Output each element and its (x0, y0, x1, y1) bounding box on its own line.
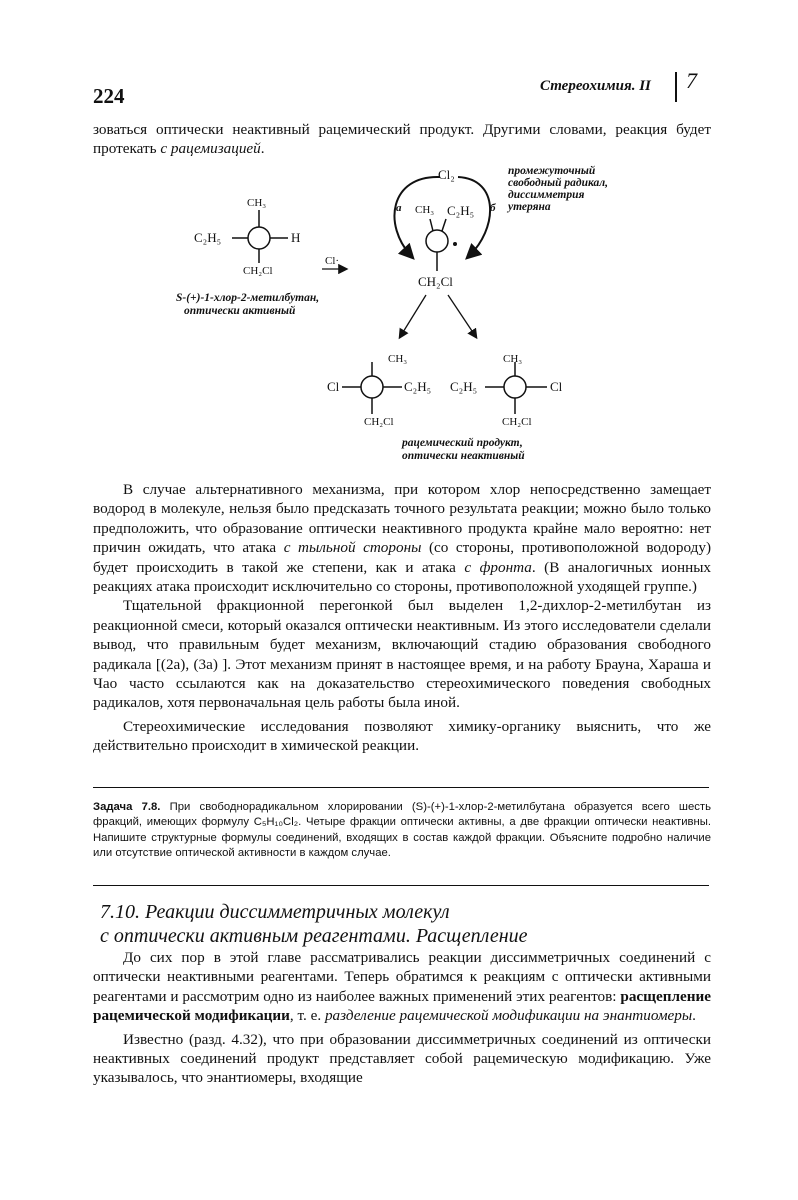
problem-7-8 (93, 800, 711, 862)
product2-right-group: Cl (550, 379, 563, 394)
intro-emphasis: с рацемизацией (160, 140, 261, 158)
sp1-part-a: До сих пор в этой главе рассматривались реакции диссимметричных соединений с оптически неактивными реагентами. Теперь обратимся к реакциям с оптически активными реагентами и рассмотрим одно из наиболее важных применений этих реагентов: (93, 949, 711, 1005)
reagent-label: Cl· (325, 255, 340, 267)
start-molecule-bonds (232, 210, 288, 263)
radical-top-right-group: C₂H₅ (447, 203, 475, 218)
product2-bottom-group: CH₂Cl (502, 416, 532, 428)
sp1-bold: расщепление рацемической модификации (93, 987, 711, 1025)
product1-bonds (342, 362, 402, 414)
paragraph-known: Известно (разд. 4.32), что при образовании диссимметричных соединений из оптически неактивных соединений продукт представляет собой рацемическую модификацию. Уже указывалось, что энантиомеры, входящие (93, 1030, 711, 1087)
reaction-scheme (150, 165, 620, 465)
problem-label: Задача 7.8. (93, 801, 161, 813)
body-text (93, 480, 711, 756)
attack-arrow-a (394, 177, 440, 257)
chapter-number: 7 (686, 68, 697, 93)
section-title-line1: 7.10. Реакции диссимметричных молекул (100, 901, 450, 923)
paragraph-alternative-mechanism (93, 480, 711, 596)
start-top-group: CH₃ (247, 197, 267, 209)
page-number: 224 (93, 84, 125, 108)
start-bottom-group: CH₂Cl (243, 265, 273, 277)
section-heading (100, 900, 700, 948)
product2-left-group: C₂H₅ (450, 379, 478, 394)
product-caption-line2: оптически неактивный (402, 450, 525, 462)
start-left-group: C₂H₅ (194, 230, 222, 245)
p1-part-a: В случае альтернативного механизма, при котором хлор непосредственно замещает водород в молекуле, нельзя было предсказать точного результата реакции; можно было только предположить, что образование оптически неактивного продукта крайне мало вероятно: нет причин ожидать, что атака (93, 481, 711, 557)
paragraph-distillation: Тщательной фракционной перегонкой был выделен 1,2-дихлор-2-метилбутан из реакционной смеси, который оказался оптически неактивным. Из этого исследователи сделали вывод, что правильным будет механизм, включающий стадию образования свободного радикала [(2а), (3а) ]. Этот механизм принят в настоящее время, и на работу Брауна, Хараша и Чао часто ссылаются как на доказательство стереохимического поведения свободных радикалов, хотя первоначальная цель работы была иной. (93, 597, 711, 712)
product1-top-group: CH₃ (388, 353, 408, 365)
radical-bottom-group: CH₂Cl (418, 274, 453, 289)
start-right-group: H (291, 230, 301, 245)
paragraph-resolution (93, 948, 711, 1026)
product2-bonds (485, 362, 547, 414)
product1-left-group: Cl (327, 379, 340, 394)
product1-bottom-group: CH₂Cl (364, 416, 394, 428)
branch-arrow-left (400, 295, 426, 337)
section-title-line2: с оптически активным реагентами. Расщепление (100, 925, 528, 947)
sp1-emphasis: разделение рацемической модификации на энантиомеры (324, 1007, 693, 1025)
problem-text: При свободнорадикальном хлорировании (S)-(+)-1-хлор-2-метилбутана образуется всего шесть фракций, имеющих формулу C₅H₁₀Cl₂. Четыре фракции оптически активны, а две фракции оптически неактивны. Напишите структурные формулы соединений, входящих в состав каждой фракции. Объясните подробно наличие или отсутствие оптической активности в каждом случае. (93, 801, 711, 860)
attack-label-b: б (490, 202, 496, 214)
start-caption-line2: оптически активный (184, 305, 296, 317)
p1-emphasis-back: с тыльной стороны (283, 539, 422, 557)
intro-end: . (260, 140, 265, 158)
start-caption-line1: S-(+)-1-хлор-2-метилбутан, (176, 292, 320, 304)
sp1-part-b: , т. е. (289, 1007, 325, 1025)
radical-caption-line2: свободный радикал, (508, 177, 609, 189)
p1-emphasis-front: с фронта (464, 558, 532, 576)
product1-right-group: C₂H₅ (404, 379, 432, 394)
running-head: Стереохимия. II (540, 78, 651, 94)
p1-part-b: (со стороны, противоположной водороду) будет происходить в такой же степени, как и атака (93, 539, 712, 576)
attack-label-a: а (396, 202, 402, 214)
intro-text: зоваться оптически неактивный рацемический продукт. Другими словами, реакция будет протекать (93, 121, 711, 158)
header-divider (675, 72, 677, 102)
intro-paragraph (93, 120, 711, 159)
radical-top-left-group: CH₃ (415, 204, 435, 216)
p1-part-c: . (В аналогичных ионных реакциях атака происходит исключительно со стороны, противоположной уходящей группе.) (93, 558, 711, 596)
radical-cl2: Cl₂ (438, 167, 455, 182)
radical-caption-line4: утеряна (508, 201, 551, 213)
sp1-part-c: . (692, 1007, 696, 1025)
product2-top-group: CH₃ (503, 353, 523, 365)
radical-caption-line1: промежуточный (508, 165, 596, 177)
radical-caption-line3: диссимметрия (508, 189, 585, 201)
paragraph-stereochem: Стереохимические исследования позволяют химику-органику выяснить, что же действительно происходит в химической реакции. (93, 717, 711, 755)
section-body (93, 948, 711, 1088)
problem-bottom-rule (93, 885, 709, 886)
branch-arrow-right (448, 295, 476, 337)
problem-top-rule (93, 787, 709, 788)
product-caption-line1: рацемический продукт, (402, 437, 523, 449)
radical-bonds (426, 219, 448, 271)
radical-dot (453, 242, 457, 246)
